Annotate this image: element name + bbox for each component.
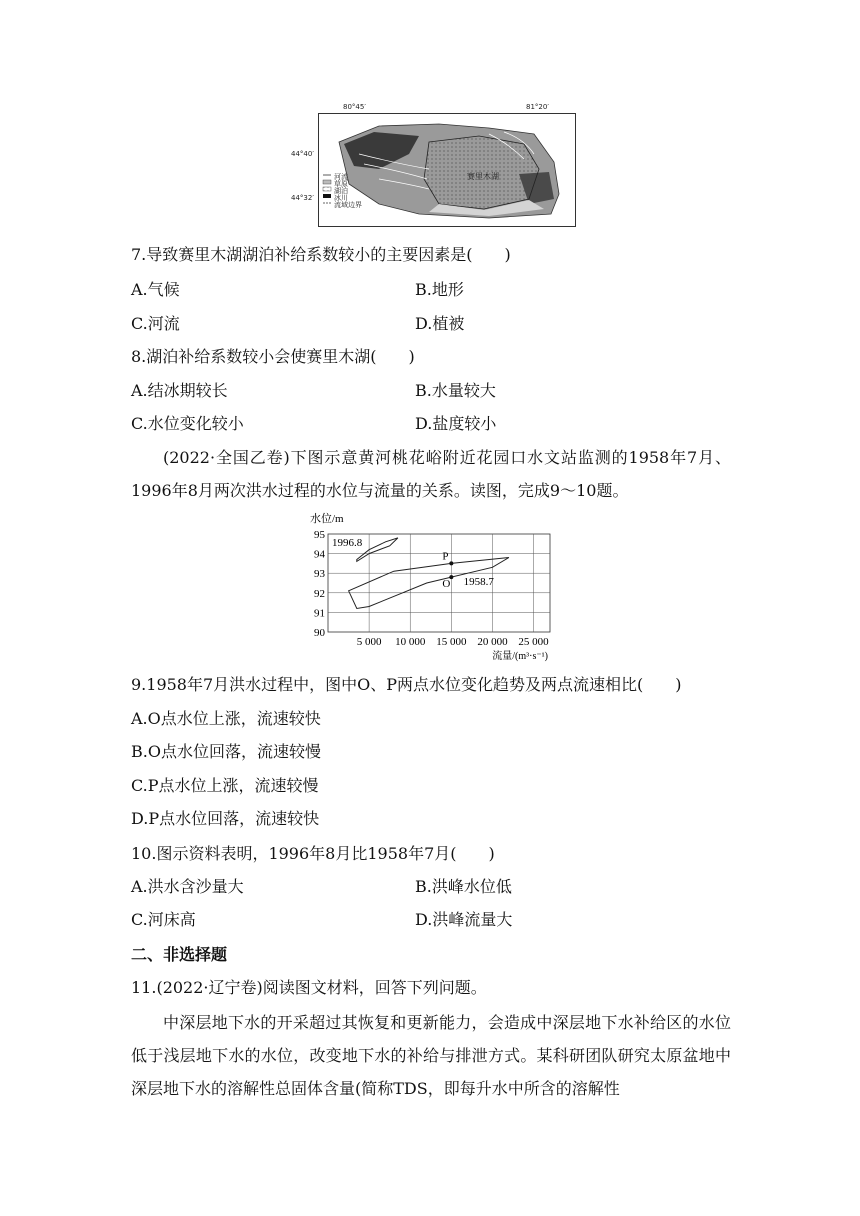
q11-stem: 11.(2022·辽宁卷)阅读图文材料，回答下列问题。 [131,978,487,997]
q7-option-c: C.河流 [131,314,180,333]
x-tick-label: 20 000 [477,636,508,648]
section-heading: 二、非选择题 [131,945,228,964]
q10-stem: 10.图示资料表明，1996年8月比1958年7月( ) [131,844,495,863]
x-tick-label: 25 000 [518,636,549,648]
q7-stem: 7.导致赛里木湖湖泊补给系数较小的主要因素是( ) [131,245,511,264]
q8-stem: 8.湖泊补给系数较小会使赛里木湖( ) [131,347,415,366]
q8-option-b: B.水量较大 [415,381,496,400]
lat-label-1: 44°40′ [291,150,314,158]
q8-option-d: D.盐度较小 [415,414,497,433]
legend-river: 河流 [334,173,348,181]
q8-option-a: A.结冰期较长 [131,381,228,400]
q10-option-d: D.洪峰流量大 [415,910,513,929]
y-tick-label: 95 [314,529,325,541]
legend-lake: 湖泊 [334,187,348,195]
q7-option-b: B.地形 [415,280,464,299]
y-tick-label: 90 [314,627,325,639]
point-label-O: O [442,578,451,591]
chart-svg [300,505,560,665]
q7-option-a: A.气候 [131,280,180,299]
q11-paragraph: 中深层地下水的开采超过其恢复和更新能力，会造成中深层地下水补给区的水位低于浅层地下水的水位，改变地下水的补给与排泄方式。某科研团队研究太原盆地中深层地下水的溶解性总固体含量(简称TDS，即每升水中所含的溶解性 [131,1013,731,1098]
series-line-1996.8 [357,538,398,562]
q9-option-c: C.P点水位上涨，流速较慢 [131,776,319,795]
q10-option-b: B.洪峰水位低 [415,877,512,896]
lake-label: 赛里木湖 [467,172,499,181]
y-axis-label: 水位/m [310,513,344,525]
point-label-P: P [442,550,449,563]
q7-option-d: D.植被 [415,314,465,333]
x-axis-label: 流量/(m³·s⁻¹) [492,651,548,662]
point-P [449,561,453,565]
legend-boundary: 流域边界 [334,201,362,209]
lon-label-2: 81°20′ [526,103,549,111]
x-tick-label: 5 000 [356,636,382,648]
y-tick-label: 93 [314,568,325,581]
x-tick-label: 10 000 [395,636,426,648]
q9-option-a: A.O点水位上涨，流速较快 [131,709,321,728]
series-label-1996: 1996.8 [332,536,363,549]
intro-9-10: (2022·全国乙卷)下图示意黄河桃花峪附近花园口水文站监测的1958年7月、1996年8月两次洪水过程的水位与流量的关系。读图，完成9～10题。 [131,448,731,500]
water-level-chart [300,505,560,665]
y-tick-label: 94 [314,548,325,561]
q10-option-a: A.洪水含沙量大 [131,877,244,896]
y-tick-label: 91 [314,607,325,620]
q9-option-b: B.O点水位回落，流速较慢 [131,742,321,761]
q9-option-d: D.P点水位回落，流速较快 [131,809,320,828]
series-label-1958: 1958.7 [463,576,494,589]
lon-label-1: 80°45′ [343,103,366,111]
legend-grassland: 草原 [334,180,348,188]
y-tick-label: 92 [314,587,325,600]
legend-glacier: 冰川 [334,194,348,202]
q9-stem: 9.1958年7月洪水过程中，图中O、P两点水位变化趋势及两点流速相比( ) [131,675,682,694]
q8-option-c: C.水位变化较小 [131,414,244,433]
q10-option-c: C.河床高 [131,910,196,929]
x-tick-label: 15 000 [436,636,467,648]
lake-map [318,113,576,227]
lat-label-2: 44°32′ [291,194,314,202]
